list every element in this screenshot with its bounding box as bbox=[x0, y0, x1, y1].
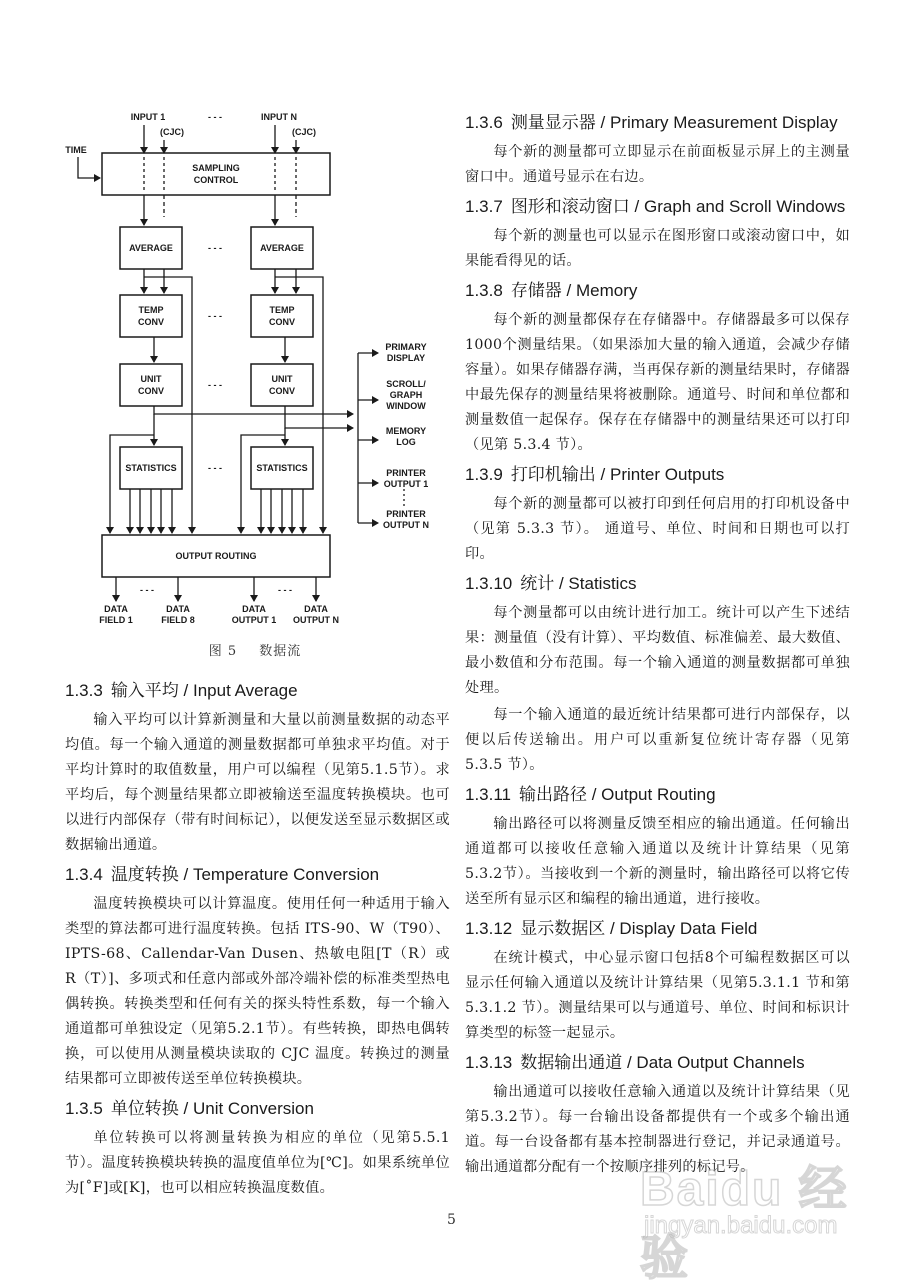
section-1-3-11 bbox=[465, 784, 850, 912]
average-n-label: AVERAGE bbox=[260, 243, 304, 253]
average-1-label: AVERAGE bbox=[129, 243, 173, 253]
section-1-3-8 bbox=[465, 280, 850, 458]
printer-output-1-line2: OUTPUT 1 bbox=[383, 479, 429, 489]
data-output-ellipsis: - - - bbox=[278, 585, 292, 595]
section-title: 数据输出通道 / Data Output Channels bbox=[520, 1053, 805, 1072]
section-heading bbox=[465, 918, 850, 940]
section-heading bbox=[65, 680, 450, 702]
paragraph: 每个新的测量也可以显示在图形窗口或滚动窗口中，如果能看得见的话。 bbox=[465, 228, 850, 269]
left-column bbox=[65, 680, 450, 1207]
section-heading bbox=[465, 196, 850, 218]
paragraph: 输出通道可以接收任意输入通道以及统计计算结果（见第5.3.2节）。每一台输出设备都提供有一个或多个输出通道。每一台设备都有基本控制器进行登记，并记录通道号。输出通道都分配有一个按顺序排列的标记号。 bbox=[465, 1084, 850, 1175]
time-label: TIME bbox=[65, 145, 87, 155]
watermark-logo: Baidu 经验 bbox=[640, 1163, 849, 1285]
unit-conv-1-line1: UNIT bbox=[140, 374, 162, 384]
section-number: 1.3.12 bbox=[465, 919, 513, 938]
section-1-3-12 bbox=[465, 918, 850, 1046]
section-number: 1.3.6 bbox=[465, 113, 503, 132]
section-1-3-5 bbox=[65, 1098, 450, 1201]
printer-output-1-line1: PRINTER bbox=[386, 468, 426, 478]
paragraph: 每个新的测量都可立即显示在前面板显示屏上的主测量窗口中。通道号显示在右边。 bbox=[465, 144, 850, 185]
statistics-ellipsis: - - - bbox=[208, 463, 222, 473]
section-heading bbox=[65, 864, 450, 886]
primary-display-line2: DISPLAY bbox=[386, 353, 426, 363]
paragraph: 输入平均可以计算新测量和大量以前测量数据的动态平均值。每一个输入通道的测量数据都可单独求平均值。对于平均计算时的取值数量，用户可以编程（见第5.1.5节）。求平均后，每个测量结果都立即被输送至温度转换模块。也可以进行内部保存（带有时间标记），以便发送至显示数据区或数据输出通道。 bbox=[65, 712, 450, 853]
paragraph: 每个新的测量都保存在存储器中。存储器最多可以保存1000个测量结果。（如果添加大量的输入通道，会减少存储容量）。如果存储器存满，当再保存新的测量结果时，存储器中最先保存的测量结果将被删除。通道号、时间和单位都和测量数值一起保存。保存在存储器中的测量结果还可以打印（见第 5.3.4 节）。 bbox=[465, 312, 850, 453]
paragraph: 单位转换可以将测量转换为相应的单位（见第5.5.1节）。温度转换模块转换的温度值单位为[℃]。如果系统单位为[˚F]或[K]，也可以相应转换温度数值。 bbox=[65, 1130, 450, 1196]
data-field-8-line2: FIELD 8 bbox=[161, 615, 195, 625]
figure-number: 图 5 bbox=[208, 644, 238, 659]
section-heading bbox=[465, 573, 850, 595]
section-1-3-13 bbox=[465, 1052, 850, 1180]
paragraph: 温度转换模块可以计算温度。使用任何一种适用于输入类型的算法都可进行温度转换。包括 ITS-90、W（T90）、IPTS-68、Callendar-Van Dusen、热敏电阻[T（R）或 R（T）]、多项式和任意内部或外部冷端补偿的标准类型热电偶转换。转换类型和任何有关的探头特性系数，每一个输入通道都可单独设定（见第5.2.1节）。有些转换，即热电偶转换，可以使用从测量模块读取的 CJC 温度。转换过的测量结果都可立即被传送至单位转换模块。 bbox=[65, 896, 450, 1087]
printer-output-n-line2: OUTPUT N bbox=[383, 520, 429, 530]
figure-title: 数据流 bbox=[259, 644, 302, 659]
printer-output-n-line1: PRINTER bbox=[386, 509, 426, 519]
data-field-1-line1: DATA bbox=[104, 604, 128, 614]
paragraph: 在统计模式，中心显示窗口包括8个可编程数据区可以显示任何输入通道以及统计计算结果（见第5.3.1.1 节和第 5.3.1.2 节）。测量结果可以与通道号、单位、时间和标识计算类型的标签一起显示。 bbox=[465, 950, 850, 1041]
section-1-3-10 bbox=[465, 573, 850, 778]
section-1-3-6 bbox=[465, 112, 850, 190]
section-title: 显示数据区 / Display Data Field bbox=[520, 919, 758, 938]
section-heading bbox=[465, 464, 850, 486]
data-output-n-line2: OUTPUT N bbox=[293, 615, 339, 625]
paragraph: 每一个输入通道的最近统计结果都可进行内部保存，以便以后传送输出。用户可以重新复位统计寄存器（见第 5.3.5 节）。 bbox=[465, 707, 850, 773]
section-heading bbox=[65, 1098, 450, 1120]
section-1-3-3 bbox=[65, 680, 450, 858]
unit-conv-ellipsis: - - - bbox=[208, 380, 222, 390]
section-heading bbox=[465, 1052, 850, 1074]
section-1-3-9 bbox=[465, 464, 850, 567]
temp-conv-1-line1: TEMP bbox=[138, 305, 164, 315]
temp-conv-n-line2: CONV bbox=[268, 317, 296, 327]
scroll-graph-line1: SCROLL/ bbox=[386, 379, 426, 389]
section-number: 1.3.9 bbox=[465, 465, 503, 484]
paragraph: 每个新的测量都可以被打印到任何启用的打印机设备中（见第 5.3.3 节）。 通道号、单位、时间和日期也可以打印。 bbox=[465, 496, 850, 562]
average-ellipsis: - - - bbox=[208, 243, 222, 253]
section-number: 1.3.5 bbox=[65, 1099, 103, 1118]
right-column bbox=[465, 112, 850, 1186]
section-number: 1.3.7 bbox=[465, 197, 503, 216]
unit-conv-1-line2: CONV bbox=[137, 386, 165, 396]
memory-log-line1: MEMORY bbox=[385, 426, 427, 436]
section-title: 图形和滚动窗口 / Graph and Scroll Windows bbox=[510, 197, 846, 216]
section-1-3-4 bbox=[65, 864, 450, 1092]
section-title: 单位转换 / Unit Conversion bbox=[110, 1099, 314, 1118]
sampling-control-line1: SAMPLING bbox=[192, 163, 240, 173]
section-title: 温度转换 / Temperature Conversion bbox=[110, 865, 380, 884]
watermark-url: jingyan.baidu.com bbox=[644, 1212, 838, 1239]
section-title: 存储器 / Memory bbox=[510, 281, 638, 300]
scroll-graph-line3: WINDOW bbox=[386, 401, 426, 411]
primary-display-line1: PRIMARY bbox=[385, 342, 427, 352]
data-flow-diagram bbox=[60, 105, 450, 630]
data-field-8-line1: DATA bbox=[166, 604, 190, 614]
page-number: 5 bbox=[447, 1212, 456, 1228]
statistics-1-label: STATISTICS bbox=[125, 463, 177, 473]
section-1-3-7 bbox=[465, 196, 850, 274]
input-1-label: INPUT 1 bbox=[130, 112, 166, 122]
section-title: 打印机输出 / Printer Outputs bbox=[510, 465, 725, 484]
statistics-n-label: STATISTICS bbox=[256, 463, 308, 473]
section-heading bbox=[465, 280, 850, 302]
sampling-control-line2: CONTROL bbox=[193, 175, 239, 185]
section-heading bbox=[465, 784, 850, 806]
section-title: 测量显示器 / Primary Measurement Display bbox=[510, 113, 838, 132]
section-number: 1.3.4 bbox=[65, 865, 103, 884]
temp-conv-ellipsis: - - - bbox=[208, 311, 222, 321]
section-title: 输入平均 / Input Average bbox=[110, 681, 298, 700]
temp-conv-1-line2: CONV bbox=[137, 317, 165, 327]
figure-caption bbox=[60, 640, 450, 659]
section-number: 1.3.10 bbox=[465, 574, 513, 593]
section-title: 输出路径 / Output Routing bbox=[519, 785, 716, 804]
input-1-cjc-label: (CJC) bbox=[160, 127, 184, 137]
data-output-1-line2: OUTPUT 1 bbox=[231, 615, 277, 625]
data-field-ellipsis: - - - bbox=[140, 585, 154, 595]
inputs-ellipsis: - - - bbox=[208, 112, 222, 122]
data-output-1-line1: DATA bbox=[242, 604, 266, 614]
data-output-n-line1: DATA bbox=[304, 604, 328, 614]
section-number: 1.3.8 bbox=[465, 281, 503, 300]
section-title: 统计 / Statistics bbox=[520, 574, 637, 593]
scroll-graph-line2: GRAPH bbox=[389, 390, 423, 400]
section-number: 1.3.13 bbox=[465, 1053, 513, 1072]
unit-conv-n-line2: CONV bbox=[268, 386, 296, 396]
temp-conv-n-line1: TEMP bbox=[269, 305, 295, 315]
section-number: 1.3.3 bbox=[65, 681, 103, 700]
section-number: 1.3.11 bbox=[465, 785, 512, 804]
input-n-label: INPUT N bbox=[261, 112, 297, 122]
paragraph: 每个测量都可以由统计进行加工。统计可以产生下述结果：测量值（没有计算）、平均数值、标准偏差、最大数值、最小数值和分布范围。每一个输入通道的测量数据都可单独处理。 bbox=[465, 605, 850, 696]
data-field-1-line2: FIELD 1 bbox=[99, 615, 133, 625]
unit-conv-n-line1: UNIT bbox=[271, 374, 293, 384]
paragraph: 输出路径可以将测量反馈至相应的输出通道。任何输出通道都可以接收任意输入通道以及统计计算结果（见第5.3.2节）。当接收到一个新的测量时，输出路径可以将它传送至所有显示区和编程的输出通道，进行接收。 bbox=[465, 816, 850, 907]
input-n-cjc-label: (CJC) bbox=[292, 127, 316, 137]
memory-log-line2: LOG bbox=[396, 437, 416, 447]
output-routing-label: OUTPUT ROUTING bbox=[175, 551, 257, 561]
section-heading bbox=[465, 112, 850, 134]
